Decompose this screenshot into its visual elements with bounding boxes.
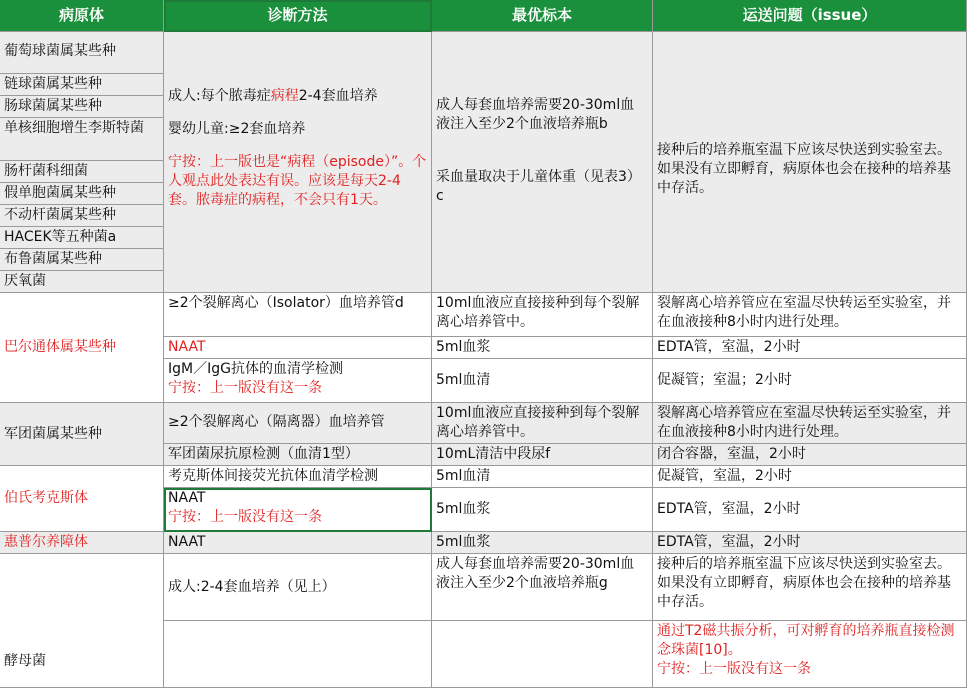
method-note: 宁按：上一版也是“病程（episode）”。个人观点此处表达有误。应该是每天2-4套。脓毒症的病程，不会只有1天。 <box>168 154 427 208</box>
transport-cell: 接种后的培养瓶室温下应该尽快送到实验室去。如果没有立即孵育，病原体也会在接种的培养基中存活。 <box>653 554 967 621</box>
transport-cell: EDTA管，室温，2小时 <box>653 532 967 554</box>
specimen-cell: 5ml血清 <box>432 359 653 403</box>
method-cell-selected[interactable] <box>164 488 432 532</box>
header-pathogen: 病原体 <box>0 0 164 32</box>
transport-cell: 接种后的培养瓶室温下应该尽快送到实验室去。如果没有立即孵育，病原体也会在接种的培养基中存活。 <box>653 32 967 293</box>
method-note: 宁按：上一版没有这一条 <box>168 380 322 396</box>
method-text: IgM／IgG抗体的血清学检测 <box>168 361 343 377</box>
pathogen-whipple: 惠普尔养障体 <box>0 532 164 554</box>
transport-note: 通过T2磁共振分析，可对孵育的培养瓶直接检测念珠菌[10]。 <box>657 623 955 658</box>
pathogen-cell: 厌氧菌 <box>0 271 164 293</box>
pathogen-cell: 不动杆菌属某些种 <box>0 205 164 227</box>
transport-cell: EDTA管，室温，2小时 <box>653 488 967 532</box>
pathogen-cell: 假单胞菌属某些种 <box>0 183 164 205</box>
pathogen-legionella: 军团菌属某些种 <box>0 403 164 466</box>
pathogen-cell: 葡萄球菌属某些种 <box>0 32 164 74</box>
method-cell: NAAT <box>164 337 432 359</box>
method-cell: 军团菌尿抗原检测（血清1型） <box>164 444 432 466</box>
specimen-cell-empty <box>432 621 653 688</box>
specimen-cell: 10ml血液应直接接种到每个裂解离心培养管中。 <box>432 403 653 444</box>
header-method[interactable]: 诊断方法 <box>164 0 432 32</box>
transport-note-cell <box>653 621 967 688</box>
pathogen-cell: 链球菌属某些种 <box>0 74 164 96</box>
specimen-cell-blood <box>432 32 653 293</box>
transport-note: 宁按：上一版没有这一条 <box>657 661 811 677</box>
specimen-cell: 5ml血浆 <box>432 532 653 554</box>
method-cell <box>164 359 432 403</box>
method-cell: 成人:2-4套血培养（见上） <box>164 554 432 621</box>
specimen-child: 采血量取决于儿童体重（见表3）c <box>436 169 641 204</box>
header-transport: 运送问题（issue） <box>653 0 967 32</box>
header-specimen: 最优标本 <box>432 0 653 32</box>
pathogen-cell: 布鲁菌属某些种 <box>0 249 164 271</box>
transport-cell: 裂解离心培养管应在室温尽快转运至实验室，并在血液接种8小时内进行处理。 <box>653 403 967 444</box>
pathogen-cell: 单核细胞增生李斯特菌 <box>0 118 164 161</box>
pathogen-yeast: 酵母菌 <box>0 554 164 688</box>
specimen-cell: 10mL清洁中段尿f <box>432 444 653 466</box>
method-cell-empty <box>164 621 432 688</box>
transport-cell: EDTA管，室温，2小时 <box>653 337 967 359</box>
transport-cell: 裂解离心培养管应在室温尽快转运至实验室，并在血液接种8小时内进行处理。 <box>653 293 967 337</box>
method-text: NAAT <box>168 490 206 506</box>
transport-cell: 促凝管；室温；2小时 <box>653 359 967 403</box>
method-note: 宁按：上一版没有这一条 <box>168 509 322 525</box>
method-cell: NAAT <box>164 532 432 554</box>
method-cell: ≥2个裂解离心（Isolator）血培养管d <box>164 293 432 337</box>
specimen-adult: 成人每套血培养需要20-30ml血液注入至少2个血液培养瓶b <box>436 97 635 132</box>
specimen-cell: 5ml血浆 <box>432 488 653 532</box>
method-cell: ≥2个裂解离心（隔离器）血培养管 <box>164 403 432 444</box>
specimen-cell: 5ml血浆 <box>432 337 653 359</box>
pathogen-cell: 肠杆菌科细菌 <box>0 161 164 183</box>
specimen-cell: 10ml血液应直接接种到每个裂解离心培养管中。 <box>432 293 653 337</box>
method-adult: 成人:每个脓毒症病程2-4套血培养 <box>168 88 378 104</box>
pathogen-coxiella: 伯氏考克斯体 <box>0 466 164 532</box>
pathogen-bartonella: 巴尔通体属某些种 <box>0 293 164 403</box>
specimen-cell: 5ml血清 <box>432 466 653 488</box>
specimen-cell: 成人每套血培养需要20-30ml血液注入至少2个血液培养瓶g <box>432 554 653 621</box>
method-cell: 考克斯体间接荧光抗体血清学检测 <box>164 466 432 488</box>
method-infant: 婴幼儿童:≥2套血培养 <box>168 121 306 137</box>
pathogen-cell: HACEK等五种菌a <box>0 227 164 249</box>
transport-cell: 闭合容器，室温，2小时 <box>653 444 967 466</box>
transport-cell: 促凝管，室温，2小时 <box>653 466 967 488</box>
pathogen-cell: 肠球菌属某些种 <box>0 96 164 118</box>
method-cell-blood-culture <box>164 32 432 293</box>
